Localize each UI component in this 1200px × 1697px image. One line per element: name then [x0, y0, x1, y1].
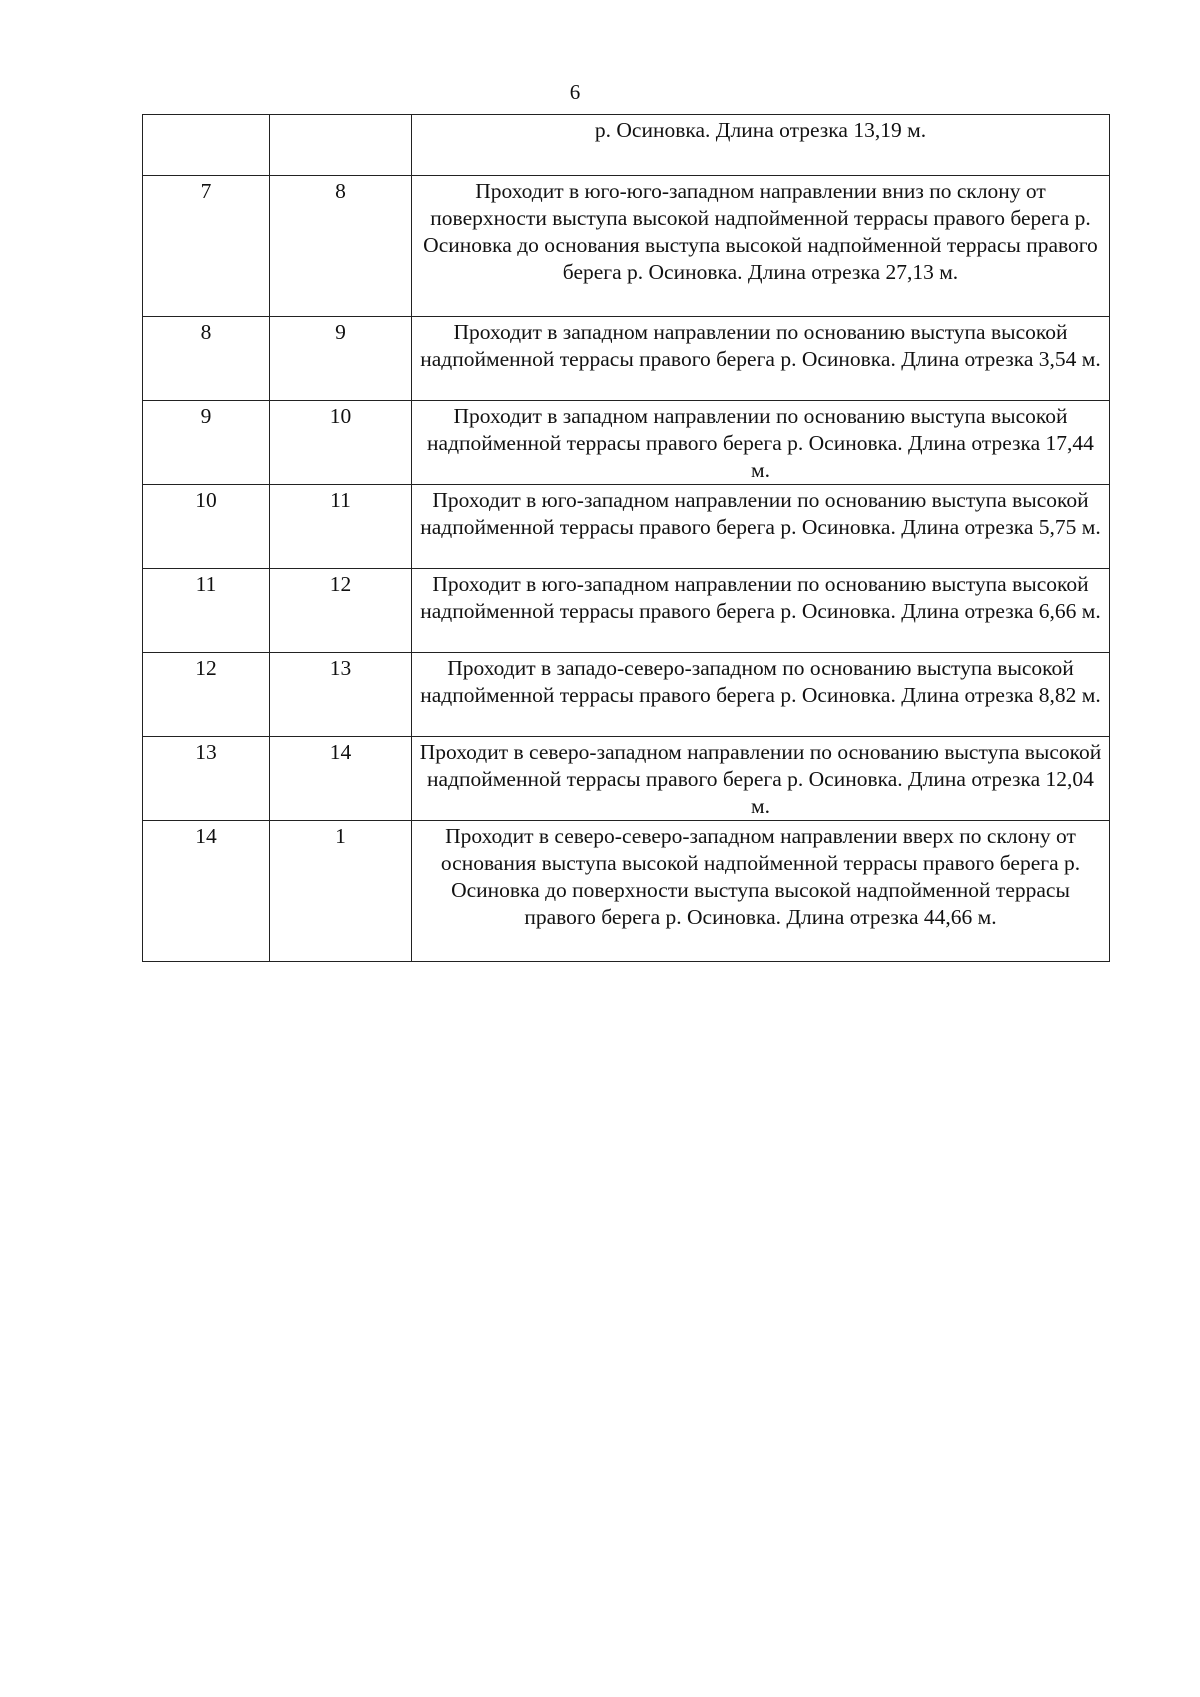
table-row	[143, 569, 1110, 653]
table-row	[143, 821, 1110, 962]
page-number: 6	[569, 80, 581, 104]
cell-to-point: 8	[270, 176, 412, 317]
cell-from-point: 10	[143, 485, 270, 569]
table-row	[143, 485, 1110, 569]
table-row	[143, 653, 1110, 737]
cell-to-point	[270, 115, 412, 176]
cell-to-point: 1	[270, 821, 412, 962]
cell-description: Проходит в северо-западном направлении по основанию выступа высокой надпойменной террасы правого берега р. Осиновка. Длина отрезка 12,04 м.	[412, 737, 1110, 821]
cell-description: Проходит в северо-северо-западном направлении вверх по склону от основания выступа высокой надпойменной террасы правого берега р. Осиновка до поверхности выступа высокой надпойменной террасы правого берега р. Осиновка. Длина отрезка 44,66 м.	[412, 821, 1110, 962]
cell-to-point: 10	[270, 401, 412, 485]
cell-from-point: 8	[143, 317, 270, 401]
table-row	[143, 317, 1110, 401]
cell-to-point: 12	[270, 569, 412, 653]
table-row	[143, 176, 1110, 317]
cell-from-point: 9	[143, 401, 270, 485]
cell-description: Проходит в юго-западном направлении по основанию выступа высокой надпойменной террасы правого берега р. Осиновка. Длина отрезка 6,66 м.	[412, 569, 1110, 653]
cell-from-point	[143, 115, 270, 176]
cell-description: Проходит в западном направлении по основанию выступа высокой надпойменной террасы правого берега р. Осиновка. Длина отрезка 3,54 м.	[412, 317, 1110, 401]
cell-description: р. Осиновка. Длина отрезка 13,19 м.	[412, 115, 1110, 176]
boundary-table-body	[143, 115, 1110, 962]
cell-from-point: 13	[143, 737, 270, 821]
cell-from-point: 14	[143, 821, 270, 962]
cell-description: Проходит в юго-юго-западном направлении вниз по склону от поверхности выступа высокой надпойменной террасы правого берега р. Осиновка до основания выступа высокой надпойменной террасы правого берега р. Осиновка. Длина отрезка 27,13 м.	[412, 176, 1110, 317]
cell-to-point: 9	[270, 317, 412, 401]
cell-to-point: 14	[270, 737, 412, 821]
table-row	[143, 401, 1110, 485]
table-row	[143, 115, 1110, 176]
cell-from-point: 12	[143, 653, 270, 737]
cell-description: Проходит в юго-западном направлении по основанию выступа высокой надпойменной террасы правого берега р. Осиновка. Длина отрезка 5,75 м.	[412, 485, 1110, 569]
cell-from-point: 11	[143, 569, 270, 653]
cell-from-point: 7	[143, 176, 270, 317]
cell-to-point: 13	[270, 653, 412, 737]
cell-description: Проходит в западо-северо-западном по основанию выступа высокой надпойменной террасы правого берега р. Осиновка. Длина отрезка 8,82 м.	[412, 653, 1110, 737]
table-row	[143, 737, 1110, 821]
boundary-table	[142, 114, 1110, 962]
cell-to-point: 11	[270, 485, 412, 569]
cell-description: Проходит в западном направлении по основанию выступа высокой надпойменной террасы правого берега р. Осиновка. Длина отрезка 17,44 м.	[412, 401, 1110, 485]
